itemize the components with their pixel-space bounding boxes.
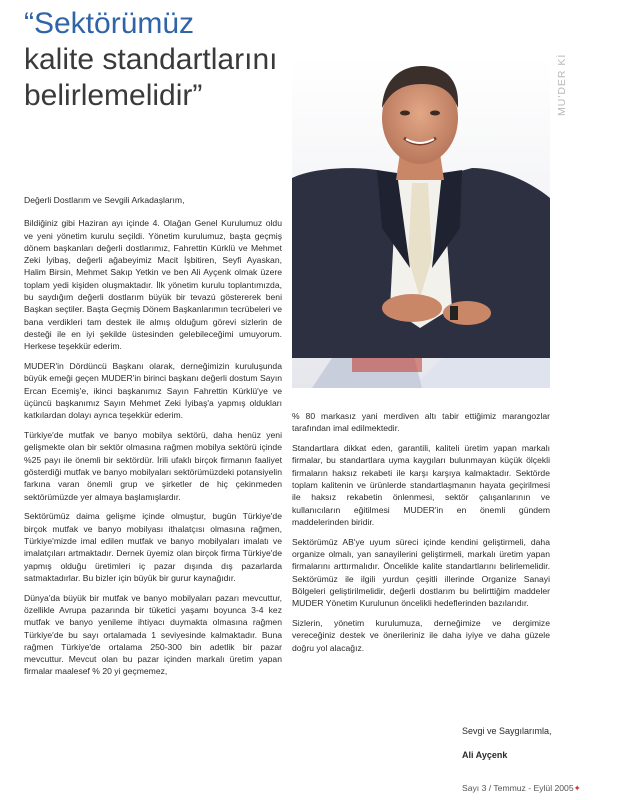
paragraph: Dünya'da büyük bir mutfak ve banyo mobilyaları pazarı mevcuttur, özellikle Avrupa pazarında bir tüketici yaşamı boyunca 3-4 kez mutfak ve banyo yenileme ihtiyacı duymakta olmasına rağmen Türkiye'de bu sayı ortalamada 1 seviyesinde kalmaktadır. Buna rağmen Türkiye'de ortalama 250-300 bin adetlik bir pazar mevcuttur. Mevcut olan bu pazar içinden markalı üretim yapan firmalar maalesef % 20 yi geçmemez, [24, 592, 282, 677]
article-title [24, 6, 324, 114]
title-line-1: “Sektörümüz [24, 7, 195, 40]
paragraph: Bildiğiniz gibi Haziran ayı içinde 4. Olağan Genel Kurulumuz oldu ve yeni yönetim kurulu seçildi. Yönetim kurulumuz, başta geçmiş dönem başkanları değerli dostlarımız, Fahrettin Kürklü ve Mehmet Zeki İyibaş, değerli ağabeyimiz Macit İşbitiren, Seyfi Ayaskan, Halim Birsin, Mehmet Sakıp Yetkin ve ben Ali Ayçenk olmak üzere toplam yedi kişiden oluşmaktadır. İlk yönetim kurulu toplantımızda, bu saydığım değerli dostlarım büyük bir tevazú göstererek beni Başkan seçtiler. Başta Geçmiş Dönem Başkanlarımın tecrübeleri ve bana verdikleri tam destek ile almış olduğum görevi sizlerin de desteği ile en iyi şekilde üstesinden gelebileceğimi umuyorum. Herkese teşekkür ederim. [24, 218, 282, 352]
signature: Ali Ayçenk [462, 750, 508, 760]
paragraph: Sizlerin, yönetim kurulumuza, derneğimize ve dergimize vereceğiniz destek ve önerileriniz ile daha iyiye ve daha güzele doğru yol alacağız. [292, 617, 550, 653]
paragraph: Sektörümüz daima gelişme içinde olmuştur, bugün Türkiye'de birçok mutfak ve banyo mobilyası ithalatçısı olmasına rağmen, Türkiye'mizde imal edilen mutfak ve banyo mobilyaları imalatı ve imalatçıları artmaktadır. Dernek üyemiz olan birçok firma Türkiye'de yapmış olduğu üretimleri iç pazar dışında dış pazarlarda satmaktadırlar. Bu bizler için büyük bir gurur kaynağıdır. [24, 511, 282, 583]
paragraph: % 80 markasız yani merdiven altı tabir ettiğimiz marangozlar tarafından imal edilmektedir. [292, 411, 550, 434]
greeting: Değerli Dostlarım ve Sevgili Arkadaşlarım, [24, 195, 185, 205]
portrait-photo [292, 58, 550, 388]
page-footer [462, 783, 581, 794]
title-line-3: belirlemelidir” [24, 79, 203, 112]
paragraph: Türkiye'de mutfak ve banyo mobilya sektörü, daha henüz yeni gelişmekte olan bir sektör olmasına rağmen mobilya sektörü içinde %25 payı ile önemli bir sektördür. İrili ufaklı birçok firmanın faaliyet gösterdiği mutfak ve banyo mobilyaları sektörümüzdeki potansiyelin farkına varan önemli grup ve şirketler de hiç çekinmeden sektörümüzde yer almaya başlamışlardır. [24, 430, 282, 502]
section-label: MU'DER Kİ [556, 53, 568, 116]
closing-line: Sevgi ve Saygılarımla, [462, 726, 552, 736]
article-column-left [24, 194, 282, 685]
paragraph: Standartlara dikkat eden, garantili, kaliteli üretim yapan markalı firmalar, bu standartlara uyma kaygıları bulunmayan küçük ölçekli firmaların haksız rekabeti ile karşı karşıya kalmaktadır. Sektörde toplam kalitenin ve ürünlerde standartlaşmanın hayata geçirilmesi ile haksız rekabetin önlenmesi, sektör çalışanlarının ve kullanıcıların eğitilmesi MUDER'in en önemli gündem maddelerinden biridir. [292, 443, 550, 527]
paragraph: MUDER'in Dördüncü Başkanı olarak, derneğimizin kuruluşunda büyük emeği geçen MUDER'in birinci başkanı değerli dostum Sayın Ercan Ecemiş'e, ikinci başkanımız Sayın Fahrettin Kürklü'ye ve üçüncü başkanımız Sayın Mehmet Zeki İyibaş'a yapmış oldukları katkılardan dolayı ayrıca teşekkür ederim. [24, 361, 282, 421]
issue-info: Sayı 3 / Temmuz - Eylül 2005 [462, 783, 574, 793]
footer-dot-icon: ✦ [573, 783, 581, 793]
article-column-right [292, 410, 550, 661]
paragraph: Sektörümüz AB'ye uyum süreci içinde kendini geliştirmeli, daha organize olmalı, yan sanayilerini geliştirmeli, markalı üretim yapan firmalarını arttırmalıdır. Öncelikle kalite standartlarını belirlemelidir. Sektörümüz ile ilgili yurdun çeşitli illerinde Organize Sanayi Bölgeleri geliştirilmelidir, değerli dostlarım bu belirttiğim maddeler MUDER Yönetim Kurulunun öncelikli hedeflerinden bazılarıdır. [292, 536, 550, 609]
portrait-illustration [292, 58, 550, 388]
title-line-2: kalite standartlarını [24, 43, 278, 76]
